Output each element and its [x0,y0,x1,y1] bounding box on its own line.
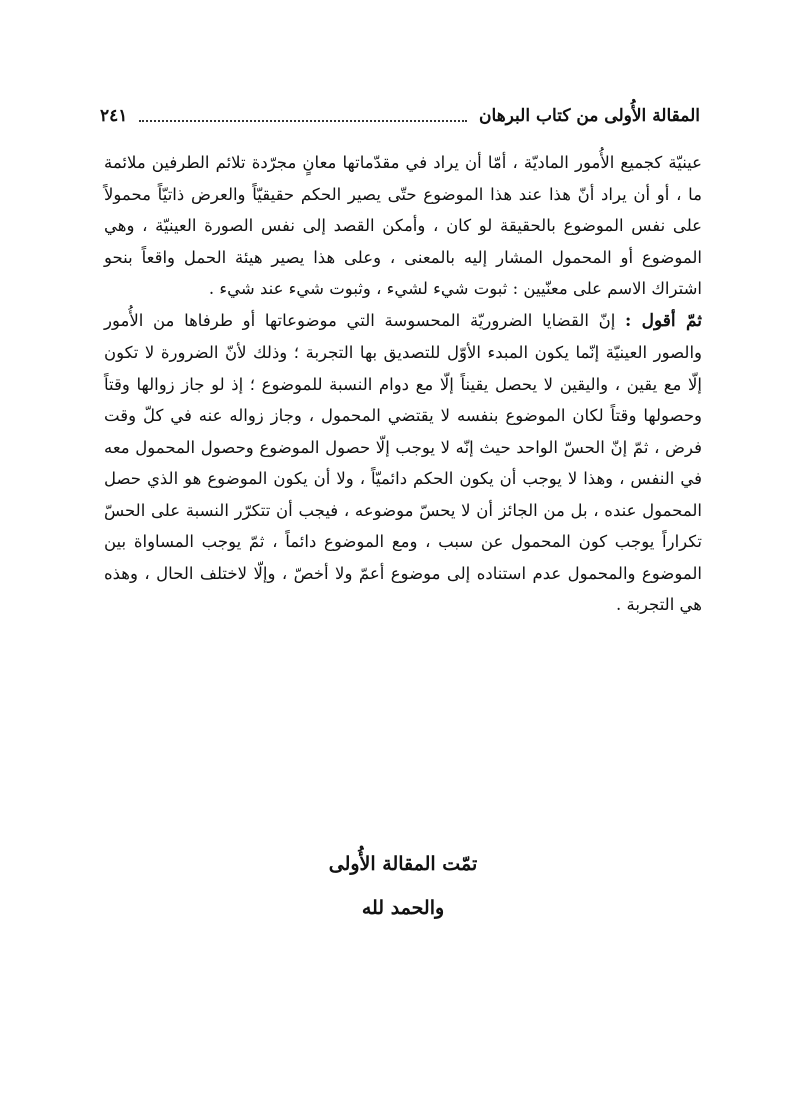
body-text [104,147,702,621]
paragraph-2-text: إنّ القضايا الضروريّة المحسوسة التي موضوعاتها أو طرفاها من الأُمور والصور العينيّة إنّما يكون المبدء الأوّل للتصديق بها التجربة ؛ وذلك لأنّ الضرورة لا تكون إلّا مع يقين ، واليقين لا يحصل يقيناً إلّا مع دوام النسبة للموضوع ؛ إذ لو جاز زوالها وقتاً وحصولها وقتاً لكان الموضوع بنفسه لا يقتضي المحمول ، وجاز زواله عنه في كلّ وقت فرض ، ثمّ إنّ الحسّ الواحد حيث إنّه لا يوجب إلّا حصول الموضوع وحصول المحمول معه في النفس ، وهذا لا يوجب أن يكون الحكم دائميّاً ، ولا أن يكون الموضوع هو الذي حصل المحمول عنده ، بل من الجائز أن لا يحسّ موضوعه ، فيجب أن تتكرّر النسبة على الحسّ تكراراً يوجب كون المحمول عن سبب ، ومع الموضوع دائماً ، ثمّ يوجب المساواة بين الموضوع والمحمول عدم استناده إلى موضوع أعمّ ولا أخصّ ، وإلّا لاختلف الحال ، وهذه هي التجربة . [104,310,702,614]
closing-line-2: والحمد لله [361,897,445,919]
paragraph-1: عينيّة كجميع الأُمور الماديّة ، أمّا أن يراد في مقدّماتها معانٍ مجرّدة تلائم الطرفين ملائمة ما ، أو أن يراد أنّ هذا عند هذا الموضوع حتّى يصير الحكم حقيقيّاً والعرض ذاتيّاً محمولاً على نفس الموضوع بالحقيقة لو كان ، وأمكن القصد إلى نفس الصورة العينيّة ، وهي الموضوع أو المحمول المشار إليه بالمعنى ، وعلى هذا يصير هيئة الحمل واقعاً بنحو اشتراك الاسم على معنّيين : ثبوت شيء لشيء ، وثبوت شيء عند شيء . [104,153,702,298]
page-number: ٢٤١ [100,106,128,126]
header-dot-leader [139,120,467,122]
paragraph-2-lead: ثمّ أقول : [624,310,702,331]
header-title: المقالة الأُولى من كتاب البرهان [479,106,700,126]
closing-colophon [104,842,702,930]
paragraph-2 [104,305,702,621]
running-header [100,100,700,132]
closing-line-1: تمّت المقالة الأُولى [328,853,478,875]
